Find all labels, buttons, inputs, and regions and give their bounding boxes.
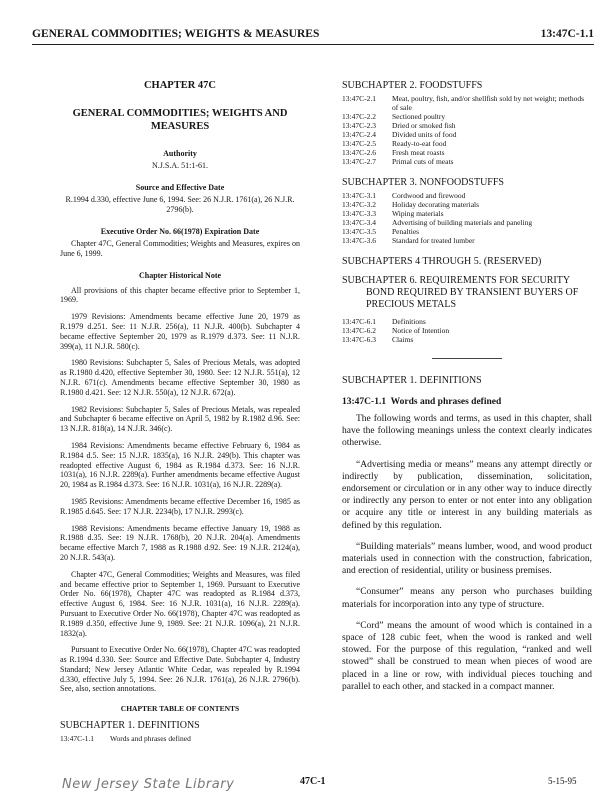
- source-text: R.1994 d.330, effective June 6, 1994. See: 26 N.J.R. 1761(a), 26 N.J.R. 2796(b).: [65, 195, 295, 214]
- toc-entry-label: Claims: [392, 335, 414, 344]
- historical-note-paragraph: 1988 Revisions: Amendments became effective January 19, 1988 as R.1988 d.35. See: 19 N.J.R. 1768(b), 20 N.J.R. 204(a). Amendments became effective March 7, 1988 as R.1988 d.92. See: 19 N.J.R. 2124(a), 20 N.J.R. 543(a).: [60, 523, 300, 562]
- toc-entry: [342, 326, 592, 335]
- toc-entry-label: Holiday decorating materials: [392, 200, 480, 209]
- expiration-text: Chapter 47C, General Commodities; Weights and Measures, expires on June 6, 1999.: [60, 239, 300, 258]
- historical-note-paragraph: 1985 Revisions: Amendments became effective December 16, 1985 as R.1985 d.645. See: 17 N.J.R. 2234(b), 17 N.J.R. 2993(c).: [60, 496, 300, 516]
- toc-entry: [342, 200, 592, 209]
- historical-note: [60, 286, 300, 695]
- toc-entry-label: Notice of Intention: [392, 326, 450, 335]
- toc-subchapter-3-list: [342, 191, 592, 245]
- left-column: [60, 80, 300, 743]
- authority-heading: Authority: [163, 149, 197, 158]
- toc-entry-number: 13:47C-6.2: [342, 326, 376, 335]
- toc-entry-label: Wiping materials: [392, 209, 444, 218]
- toc-entry-label: Primal cuts of meats: [392, 157, 454, 166]
- right-column: [342, 80, 592, 702]
- revision-date: 5-15-95: [548, 776, 577, 786]
- toc-entry: [342, 236, 592, 245]
- header-section-number: 13:47C-1.1: [540, 28, 594, 40]
- toc-subchapter-1-list: [60, 734, 300, 743]
- toc-entry-label: Ready-to-eat food: [392, 139, 447, 148]
- toc-entry-number: 13:47C-2.3: [342, 121, 376, 130]
- historical-note-paragraph: 1982 Revisions: Subchapter 5, Sales of Precious Metals, was repealed and Subchapter 6 became effective on April 5, 1982 by R.1982 d.96. See: 13 N.J.R. 818(a), 14 N.J.R. 346(c).: [60, 404, 300, 434]
- chapter-title: GENERAL COMMODITIES; WEIGHTS AND MEASURES: [72, 108, 288, 132]
- toc-entry-number: 13:47C-3.1: [342, 191, 376, 200]
- definition-paragraph: “Cord” means the amount of wood which is contained in a space of 128 cubic feet, when the wood is ranked and well stowed. For the purpose of this regulation, “ranked and well stowed” shall be construed to mean when pieces of wood are placed in a line or row, with individual pieces touching and parallel to each other, and stacked in a compact manner.: [342, 620, 592, 692]
- toc-subchapter-2-list: [342, 94, 592, 166]
- section-divider: [432, 358, 502, 359]
- definitions-list: [342, 459, 592, 693]
- definition-paragraph: “Building materials” means lumber, wood, and wood product materials used in connection with the construction, fabrication, and erection of residential, utility or business premises.: [342, 541, 592, 577]
- header-rule: [32, 44, 594, 45]
- toc-entry: [342, 317, 592, 326]
- historical-note-paragraph: Chapter 47C, General Commodities; Weights and Measures, was filed and became effective prior to September 1, 1969. Pursuant to Executive Order No. 66(1978), Chapter 47C was readopted as R.1984 d.373, effective August 6, 1984. See: 16 N.J.R. 1031(a), 16 N.J.R. 2289(a). Pursuant to Executive Order No. 66(1978), Chapter 47C was readopted as R.1989 d.350, effective June 9, 1989. See: 21 N.J.R. 1096(a), 21 N.J.R. 1832(a).: [60, 569, 300, 638]
- expiration-heading: Executive Order No. 66(1978) Expiration Date: [100, 227, 260, 236]
- historical-note-paragraph: Pursuant to Executive Order No. 66(1978), Chapter 47C was readopted as R.1994 d.330. See: Source and Effective Date. Subchapter 4, Industry Standard; New Jersey Atlantic White Cedar, was repealed by R.1994 d.330, effective July 5, 1994. See: 26 N.J.R. 1761(a), 26 N.J.R. 2796(b). See, also, section annotations.: [60, 645, 300, 694]
- toc-entry: [342, 209, 592, 218]
- toc-entry-number: 13:47C-2.7: [342, 157, 376, 166]
- toc-entry: [60, 734, 300, 743]
- toc-heading: CHAPTER TABLE OF CONTENTS: [120, 704, 240, 714]
- toc-entry: [342, 139, 592, 148]
- toc-entry: [342, 335, 592, 344]
- running-header: [32, 28, 594, 40]
- toc-entry: [342, 157, 592, 166]
- toc-subchapters-4-5: SUBCHAPTERS 4 THROUGH 5. (RESERVED): [342, 256, 542, 267]
- historical-note-paragraph: 1984 Revisions: Amendments became effective February 6, 1984 as R.1984 d.5. See: 15 N.J.R. 1835(a), 16 N.J.R. 249(b). This chapter was readopted effective August 6, 1984 as R.1984 d.373. See: 16 N.J.R. 1031(a), 16 N.J.R. 2289(a). Further amendments became effective August 20, 1984 as R.1984 d.373. See: 16 N.J.R. 1031(a), 16 N.J.R. 2289(a).: [60, 440, 300, 490]
- library-watermark: New Jersey State Library: [62, 777, 235, 792]
- subchapter-1-heading: SUBCHAPTER 1. DEFINITIONS: [342, 375, 482, 386]
- toc-entry-number: 13:47C-3.3: [342, 209, 376, 218]
- toc-entry: [342, 148, 592, 157]
- toc-entry-number: 13:47C-3.2: [342, 200, 376, 209]
- toc-entry-label: Standard for treated lumber: [392, 236, 475, 245]
- historical-note-paragraph: All provisions of this chapter became effective prior to September 1, 1969.: [60, 285, 300, 305]
- section-intro: The following words and terms, as used in this chapter, shall have the following meanings unless the context clearly indicates otherwise.: [342, 414, 592, 449]
- toc-subchapter-1: SUBCHAPTER 1. DEFINITIONS: [60, 720, 200, 732]
- historical-note-paragraph: 1980 Revisions: Subchapter 5, Sales of Precious Metals, was adopted as R.1980 d.420, effective September 30, 1980. See: 12 N.J.R. 551(a), 12 N.J.R. 671(c). Amendments became effective September 30, 1980 as R.1980 d.421. See: 12 N.J.R. 550(a), 12 N.J.R. 672(a).: [60, 358, 300, 397]
- toc-entry-label: Definitions: [392, 317, 426, 326]
- toc-entry-label: Divided units of food: [392, 130, 457, 139]
- toc-subchapter-3: SUBCHAPTER 3. NONFOODSTUFFS: [342, 177, 504, 188]
- toc-entry-number: 13:47C-3.5: [342, 227, 376, 236]
- toc-subchapter-6-list: [342, 317, 592, 344]
- toc-entry-number: 13:47C-6.3: [342, 335, 376, 344]
- page-number: 47C-1: [300, 776, 326, 787]
- section-heading: [342, 397, 592, 407]
- definition-paragraph: “Advertising media or means” means any attempt directly or indirectly by publication, dissemination, solicitation, endorsement or circulation or in any other way to induce directly or indirectly any person to enter or not enter into any obligation or acquire any title or interest in any building materials as defined by this regulation.: [342, 459, 592, 531]
- toc-entry: [342, 227, 592, 236]
- toc-entry-number: 13:47C-1.1: [60, 734, 94, 744]
- toc-entry-label: Words and phrases defined: [110, 734, 191, 744]
- toc-entry-label: Penalties: [392, 227, 420, 236]
- toc-entry-number: 13:47C-2.6: [342, 148, 376, 157]
- toc-entry: [342, 121, 592, 130]
- toc-entry-number: 13:47C-2.5: [342, 139, 376, 148]
- toc-entry: [342, 112, 592, 121]
- toc-entry-label: Fresh meat roasts: [392, 148, 445, 157]
- historical-note-paragraph: 1979 Revisions: Amendments became effective June 20, 1979 as R.1979 d.251. See: 11 N.J.R. 256(a), 11 N.J.R. 400(b). Subchapter 4 became effective September 20, 1979 as R.1979 d.373. See: 11 N.J.R. 399(a), 11 N.J.R. 580(c).: [60, 312, 300, 351]
- section-title: Words and phrases defined: [390, 397, 502, 407]
- toc-entry-number: 13:47C-3.6: [342, 236, 376, 245]
- toc-entry: [342, 191, 592, 200]
- toc-entry: [342, 94, 592, 112]
- toc-entry-number: 13:47C-2.1: [342, 94, 376, 103]
- toc-entry: [342, 218, 592, 227]
- source-heading: Source and Effective Date: [135, 183, 225, 192]
- section-number: 13:47C-1.1: [342, 397, 387, 407]
- toc-entry-number: 13:47C-2.4: [342, 130, 376, 139]
- toc-entry-number: 13:47C-3.4: [342, 218, 376, 227]
- toc-entry-label: Sectioned poultry: [392, 112, 446, 121]
- authority-text: N.J.S.A. 51:1-61.: [151, 161, 208, 170]
- toc-entry-label: Cordwood and firewood: [392, 191, 466, 200]
- toc-subchapter-6: SUBCHAPTER 6. REQUIREMENTS FOR SECURITY BOND REQUIRED BY TRANSIENT BUYERS OF PRECIOUS METALS: [342, 275, 579, 310]
- toc-entry-number: 13:47C-6.1: [342, 317, 376, 326]
- toc-subchapter-2: SUBCHAPTER 2. FOODSTUFFS: [342, 80, 483, 91]
- toc-entry-number: 13:47C-2.2: [342, 112, 376, 121]
- historical-note-heading: Chapter Historical Note: [138, 270, 222, 280]
- header-title: GENERAL COMMODITIES; WEIGHTS & MEASURES: [32, 28, 320, 40]
- toc-entry-label: Meat, poultry, fish, and/or shellfish sold by net weight; methods of sale: [392, 94, 584, 112]
- toc-entry-label: Dried or smoked fish: [392, 121, 456, 130]
- chapter-number: CHAPTER 47C: [143, 80, 217, 91]
- toc-entry: [342, 130, 592, 139]
- toc-entry-label: Advertising of building materials and paneling: [392, 218, 533, 227]
- definition-paragraph: “Consumer” means any person who purchases building materials for incorporation into any type of structure.: [342, 587, 592, 610]
